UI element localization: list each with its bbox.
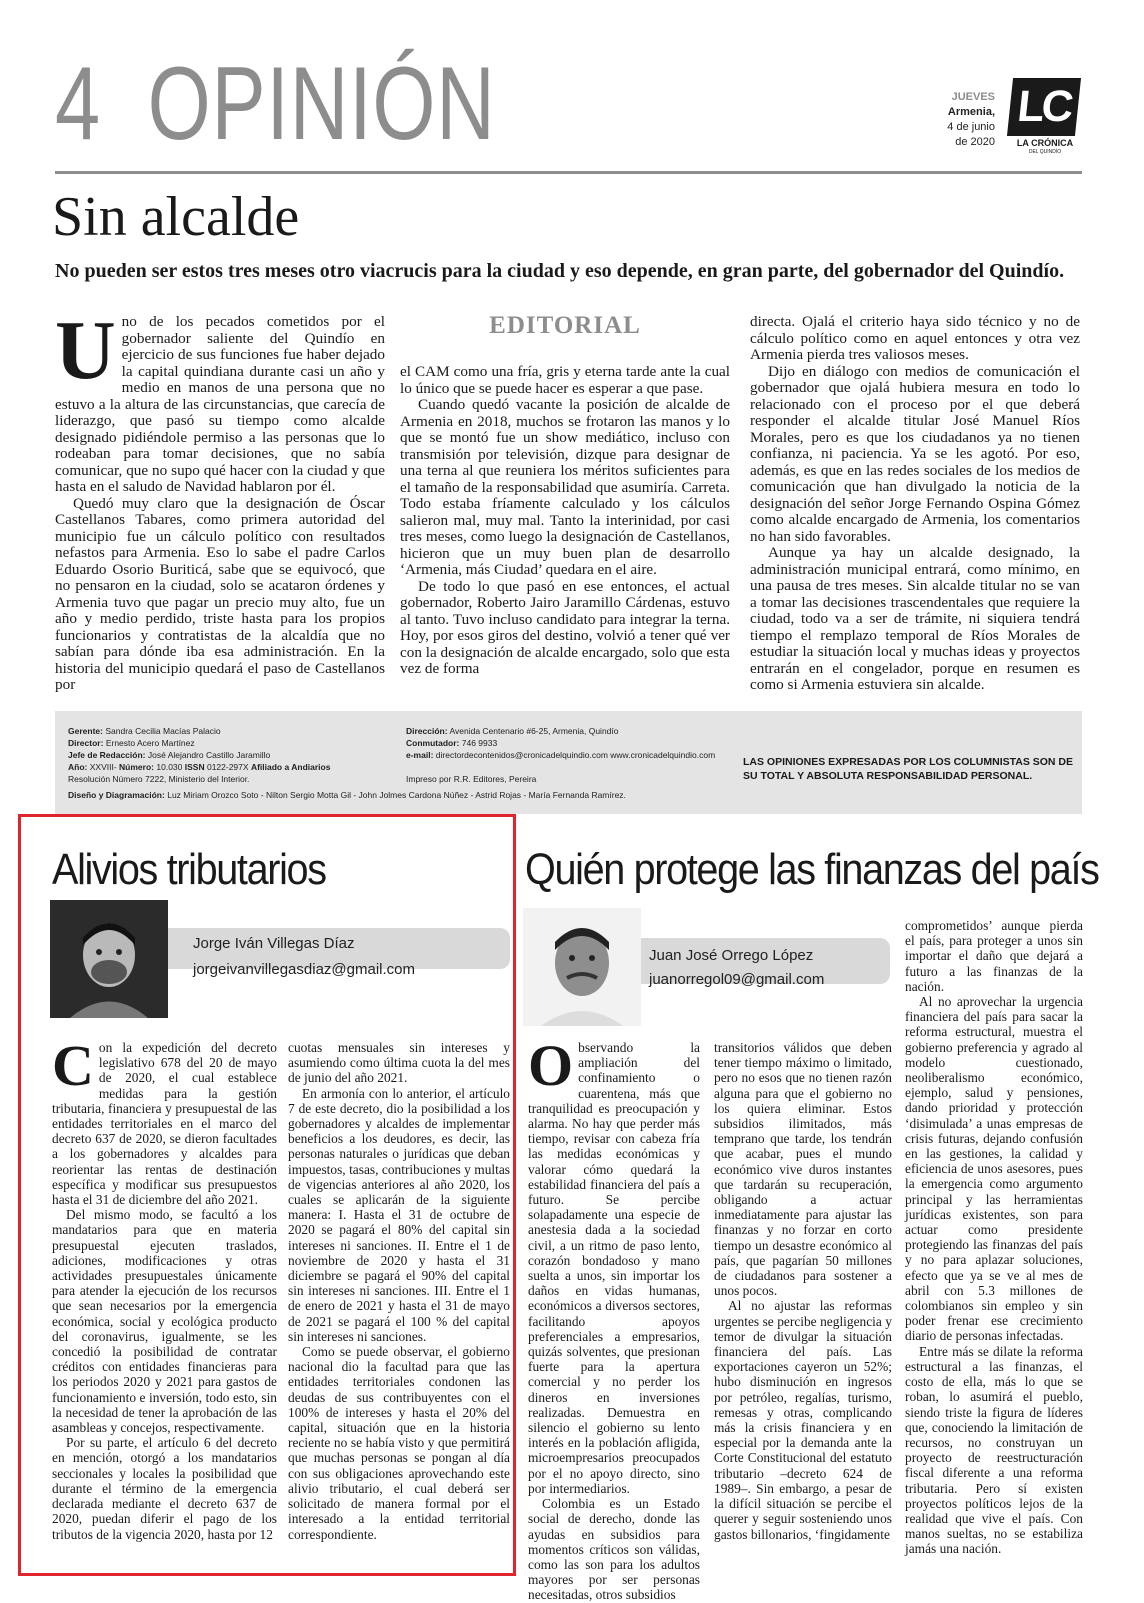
editorial-paragraph: Aunque ya hay un alcalde designado, la administración municipal entrará, como mínimo, en una pausa de tres meses. Sin alcalde titular no se van a tomar las decisiones trascendentales que requiere la ciudad, todo va a ser de trámite, ni siquiera tendrá tiempo el remplazo temporal de Ríos Morales de estudiar la situación local y muchas ideas y proyectos entrarán en el congelador, porque en resumen es como si Armenia estuviera sin alcalde. [750, 544, 1080, 693]
article-paragraph: Al no aprovechar la urgencia financiera del país para sacar la reforma estructural, muestra el gobierno preferencia y agrado al modelo cuestionado, neoliberalismo económico, ejemplo, salud y pensiones, dando prioridad y protección ‘disimulada’ a unas empresas de crisis futuras, dejando confusión en las gestiones, la calidad y eficiencia de unos asesores, pues la emergencia como argumento principal y las herramientas jurídicas existentes, son para actuar como presidente protegiendo las finanzas del país y no para aplazar soluciones, efecto que ya se ve al mes de abril con 5.3 millones de colombianos sin empleo y sin poder frenar ese crecimiento diario de personas infectadas. [905, 994, 1083, 1344]
section-name: OPINIÓN [147, 46, 496, 162]
column-title-left: Alivios tributarios [52, 845, 326, 894]
date-day: JUEVES [951, 91, 995, 103]
article-paragraph: Como se puede observar, el gobierno nacional dio la facultad para que las entidades territoriales condonen las deudas de sus contribuyentes con el 100% de intereses y hasta el 20% del capital, situación que en la historia reciente no se había visto y que permitirá que muchas personas se pongan al día con sus obligaciones aprovechando este alivio tributario, el cual deberá ser solicitado de manera formal por el interesado a la entidad territorial correspondiente. [288, 1344, 510, 1542]
article-paragraph: Colombia es un Estado social de derecho, donde las ayudas en subsidios para momentos críticos son válidas, como las son para los adultos mayores por ser personas necesitadas, otros subsidios [528, 1496, 700, 1603]
right-article-col-3 [905, 918, 1083, 1557]
editorial-col-2 [400, 314, 730, 678]
editorial-paragraph: De todo lo que pasó en ese entonces, el actual gobernador, Roberto Jairo Jaramillo Cárdenas, estuvo al tanto. Tuvo incluso candidato para integrar la terna. Hoy, por esos giros del destino, volvió a tener qué ver con la designación de alcalde encargado, solo que esta vez de forma [400, 577, 730, 677]
date-block [930, 90, 995, 150]
section-header [55, 46, 496, 162]
disclaimer: LAS OPINIONES EXPRESADAS POR LOS COLUMNISTAS SON DE SU TOTAL Y ABSOLUTA RESPONSABILIDAD PERSONAL. [743, 756, 1074, 782]
header-rule [55, 171, 1082, 174]
left-article-col-1 [52, 1033, 277, 1542]
right-article-col-1 [528, 1033, 700, 1603]
drop-cap: U [55, 304, 116, 397]
drop-cap: C [52, 1033, 94, 1098]
editorial-paragraph: Dijo en diálogo con medios de comunicación el gobernador que ojalá hubiera mesura en todo lo relacionado con el proceso por el que deberá responder el alcalde titular José Manuel Ríos Morales, pero es que los ciudadanos ya no tienen confianza, ni paciencia. Ya se les agotó. Por eso, además, es que en las redes sociales de los medios de comunicación que han divulgado la noticia de la designación del señor Jorge Fernando Ospina Gómez como alcalde encargado de Armenia, los comentarios no han sido favorables. [750, 362, 1080, 545]
editorial-subtitle: No pueden ser estos tres meses otro viacrucis para la ciudad y eso depende, en gran parte, del gobernador del Quindío. [55, 260, 1065, 282]
article-paragraph: Al no ajustar las reformas urgentes se percibe negligencia y temor de divulgar la situación financiera del país. Las exportaciones cayeron un 52%; hubo disminución en ingresos por petróleo, regalías, turismo, remesas y otras, complicando más la crisis financiera y en especial por la demanda ante la Corte Constitucional del estatuto tributario –decreto 624 de 1989–. Sin embargo, a pesar de la difícil situación se percibe el querer y seguir sosteniendo unos gastos billonarios, ‘fingidamente [714, 1298, 892, 1542]
editorial-title: Sin alcalde [52, 186, 300, 248]
author-photo-right [523, 908, 641, 1026]
logo-letters: LC [1007, 78, 1081, 136]
left-article-col-2 [288, 1040, 510, 1542]
staff-left: Gerente: Sandra Cecilia Macías Palacio Director: Ernesto Acero Martínez Jefe de Redacción: José Alejandro Castillo Jaramillo Año: XXVIII- Número: 10.030 ISSN 0122-297X Afiliado a Andiarios Resolución Número 7222, Ministerio del Interior. Diseño y Diagramación: Luz Miriam Orozco Soto - Nilton Sergio Motta Gil - John Jolmes Cardona Núñez - Astrid Rojas - María Fernanda Ramírez. [68, 726, 626, 800]
author-photo-left [50, 900, 168, 1018]
author-email-left[interactable]: jorgeivanvillegasdiaz@gmail.com [193, 961, 415, 978]
author-email-right[interactable]: juanorregol09@gmail.com [649, 971, 825, 988]
article-paragraph: Con la expedición del decreto legislativo 678 del 20 de mayo de 2020, el cual establece medidas para la gestión tributaria, financiera y presupuestal de las entidades territoriales en el marco del decreto 637 de 2020, se dieron facultades a los gobernadores y alcaldes para reorientar las rentas de destinación específica y modificar sus presupuestos hasta el 31 de diciembre del año 2021. [52, 1033, 277, 1208]
masthead-box [55, 711, 1082, 814]
editorial-col-3 [750, 314, 1080, 694]
date-city: Armenia, [947, 106, 995, 118]
logo-name: LA CRÓNICA [1016, 138, 1074, 148]
column-title-right: Quién protege las finanzas del país [525, 845, 1099, 894]
page-number: 4 [55, 46, 101, 162]
newspaper-logo [1010, 78, 1085, 153]
drop-cap: O [528, 1033, 574, 1098]
article-paragraph: Del mismo modo, se facultó a los mandatarios para que en materia presupuestal ejecuten traslados, adiciones, modificaciones y otras actividades presupuestales únicamente para atender la ejecución de los recursos que sean necesarios por la emergencia económica, social y ecológica producto del coronavirus, igualmente, se les concedió la posibilidad de contratar créditos con entidades financieras para los periodos 2020 y 2021 para gastos de funcionamiento e inversión, todo esto, sin la necesidad de tener la aprobación de las asambleas y concejos, respectivamente. [52, 1207, 277, 1436]
article-paragraph: transitorios válidos que deben tener tiempo máximo o limitado, pero no esos que no tienen razón alguna para que el gobierno no los quiera eliminar. Estos subsidios ilimitados, más temprano que tarde, los tendrán que acabar, pues el mundo económico vive duros instantes que tardarán su recuperación, obligando a actuar inmediatamente para ajustar las finanzas y no forzar en corto tiempo un desastre económico al país, que pagarían 50 millones de ciudadanos para sostener a unos pocos. [714, 1040, 892, 1299]
article-paragraph: En armonía con lo anterior, el artículo 7 de este decreto, dio la posibilidad a los gobernadores y alcaldes de implementar beneficios a los deudores, es decir, las personas naturales o jurídicas que deban impuestos, tasas, contribuciones y multas de vigencias anteriores al año 2020, los cuales se aplicarán de la siguiente manera: I. Hasta el 31 de octubre de 2020 se pagará el 80% del capital sin intereses ni sanciones. II. Entre el 1 de noviembre de 2020 y hasta el 31 diciembre se pagará el 90% del capital sin intereses ni sanciones. III. Entre el 1 de enero de 2021 y hasta el 31 de mayo de 2021 se pagará el 100 % del capital sin intereses ni sanciones. [288, 1085, 510, 1344]
date-line2: de 2020 [955, 136, 995, 148]
article-paragraph: Entre más se dilate la reforma estructural a las finanzas, el costo de ella, más lo que se roban, lo asumirá el pueblo, siendo triste la figura de líderes que, conociendo la limitación de recursos, no construyan un proyecto de reestructuración fiscal diferente a una reforma tributaria. Pero sí existen proyectos políticos lejos de la realidad que vive el país. Con manos sueltas, no se estabiliza jamás una nación. [905, 1343, 1083, 1557]
editorial-paragraph: Uno de los pecados cometidos por el gobernador saliente del Quindío en ejercicio de sus funciones fue haber dejado la capital quindiana durante casi un año y medio en manos de una persona que no estuvo a la altura de las circunstancias, que carecía de liderazgo, que pasó su tiempo como alcalde designado pidiéndole permiso a las personas que lo rodeaban para tomar decisiones, que no sabía comunicar, que no supo qué hacer con la ciudad y que hasta en el saludo de Navidad hablaron por él. [55, 304, 385, 495]
editorial-label: EDITORIAL [489, 312, 641, 339]
editorial-paragraph: Cuando quedó vacante la posición de alcalde de Armenia en 2018, muchos se frotaron las manos y lo que se montó fue un show mediático, incluso con transmisión por televisión, dizque para designar de una terna al que reuniera los méritos suficientes para el tamaño de la responsabilidad que asumiría. Carreta. Todo estaba fríamente calculado y los cálculos salieron mal, muy mal. Tanto la interinidad, por casi tres meses, como luego la designación de Castellanos, hicieron que un muy buen plan de desarrollo ‘Armenia, más Ciudad’ quedara en el aire. [400, 396, 730, 578]
article-paragraph: Observando la ampliación del confinamiento o cuarentena, más que tranquilidad es preocupación y alarma. No hay que perder más tiempo, revisar con cabeza fría las medidas económicas y valorar cómo quedará la estabilidad financiera del país a futuro. Se percibe solapadamente una especie de anestesia dada a la sociedad civil, a un ritmo de paso lento, corazón bondadoso y mano suelta a unos, sin importar los daños en vidas humanas, económicos a diversos sectores, facilitando apoyos preferenciales a empresarios, quizás solventes, que presionan fuerte para la apertura comercial y no perder los dineros en inversiones realizadas. Demuestra en silencio el gobierno su lento interés en la población afligida, microempresarios preocupados por el no apoyo directo, sino por intermediarios. [528, 1033, 700, 1496]
logo-sub: DEL QUINDÍO [1028, 149, 1062, 155]
editorial-paragraph: Quedó muy claro que la designación de Óscar Castellanos Tabares, como primera autoridad del municipio fue un cálculo político con resultados nefastos para Armenia. Eso lo sabe el padre Carlos Eduardo Osorio Buriticá, sabe que se equivocó, que no pensaron en la ciudad, solo se acataron órdenes y Armenia tuvo que pagar un precio muy alto, fue un año y medio perdido, triste hasta para los propios funcionarios y contratistas de la alcaldía que no sabían para dónde iba esa administración. En la historia del municipio quedará el paso de Castellanos por [55, 494, 385, 693]
date-line1: 4 de junio [947, 121, 995, 133]
editorial-paragraph: directa. Ojalá el criterio haya sido técnico y no de cálculo político como en aquel entonces y otra vez Armenia pierda tres valiosos meses. [750, 313, 1080, 363]
staff-middle: Dirección: Avenida Centenario #6-25, Armenia, Quindío Conmutador: 746 9933 e-mail: directordecontenidos@cronicadelquindio.com www.cronicadelquindio.com Impreso por R.R. Editores, Pereira [406, 726, 716, 784]
article-paragraph: comprometidos’ aunque pierda el país, para proteger a unos sin importar el daño que dejará a futuro a las finanzas de la nación. [905, 918, 1083, 994]
author-name-left: Jorge Iván Villegas Díaz [193, 935, 355, 952]
article-paragraph: Por su parte, el artículo 6 del decreto en mención, otorgó a los mandatarios seccionales y locales la posibilidad que durante el término de la emergencia declarada mediante el decreto 637 de 2020, puedan diferir el pago de los tributos de la vigencia 2020, hasta por 12 [52, 1435, 277, 1542]
article-paragraph: cuotas mensuales sin intereses y asumiendo como última cuota la del mes de junio del año 2021. [288, 1040, 510, 1086]
author-name-right: Juan José Orrego López [649, 947, 814, 964]
editorial-col-1 [55, 304, 385, 694]
right-article-col-2 [714, 1040, 892, 1542]
editorial-paragraph: el CAM como una fría, gris y eterna tarde ante la cual lo único que se puede hacer es esperar a que pase. [400, 363, 730, 397]
